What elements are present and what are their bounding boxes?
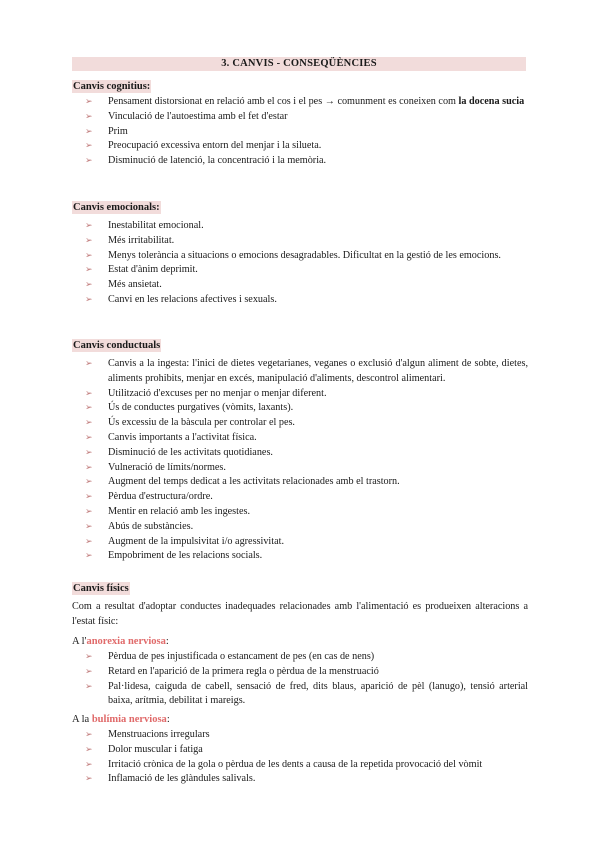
arrow-bullet-icon: ➢	[85, 418, 93, 429]
arrow-bullet-icon: ➢	[85, 447, 93, 458]
list-item: ➢ Inflamació de les glàndules salivals.	[72, 772, 528, 787]
arrow-bullet-icon: ➢	[85, 235, 93, 246]
list-emocionals	[72, 219, 528, 308]
list-item: ➢ Estat d'ànim deprimit.	[72, 263, 528, 278]
section-heading-emocionals: Canvis emocionals:	[73, 202, 160, 213]
list-item: ➢ Ús excessiu de la bàscula per controlar el pes.	[72, 416, 528, 431]
arrow-bullet-icon: ➢	[85, 111, 93, 122]
list-conductuals	[72, 357, 528, 564]
arrow-bullet-icon: ➢	[85, 652, 93, 662]
arrow-bullet-icon: ➢	[85, 730, 93, 740]
arrow-bullet-icon: ➢	[85, 744, 93, 755]
list-cognitius	[72, 95, 528, 169]
arrow-bullet-icon: ➢	[85, 265, 93, 276]
list-item: ➢ Irritació crònica de la gola o pèrdua de les dents a causa de la repetida provocació del vòmit	[72, 758, 528, 773]
list-item: ➢ Més ansietat.	[72, 278, 528, 293]
section-heading-conductuals: Canvis conductuals	[73, 340, 161, 351]
arrow-bullet-icon: ➢	[85, 681, 93, 692]
arrow-bullet-icon: ➢	[85, 403, 93, 414]
list-item: ➢ Canvi en les relacions afectives i sexuals.	[72, 293, 528, 308]
list-item: ➢ Pèrdua de pes injustificada o estancament de pes (en cas de nens)	[72, 650, 528, 665]
arrow-bullet-icon: ➢	[85, 388, 93, 399]
list-item: ➢ Menys tolerància a situacions o emocions desagradables. Dificultat en la gestió de les emocions.	[72, 249, 528, 264]
page-title: 3. CANVIS - CONSEQÜÈNCIES	[72, 57, 526, 71]
arrow-bullet-icon: ➢	[85, 462, 93, 473]
list-item: ➢ Canvis importants a l'activitat física.	[72, 431, 528, 446]
arrow-bullet-icon: ➢	[85, 280, 93, 291]
list-anorexia	[72, 650, 528, 709]
arrow-bullet-icon: ➢	[85, 221, 93, 231]
list-item: ➢ Empobriment de les relacions socials.	[72, 549, 528, 564]
list-item: ➢ Mentir en relació amb les ingestes.	[72, 505, 528, 520]
list-item: ➢ Disminució de les activitats quotidianes.	[72, 446, 528, 461]
arrow-bullet-icon: ➢	[85, 141, 93, 152]
bulimia-subheading: A la bulímia nerviosa:	[72, 714, 170, 725]
list-item: ➢ Inestabilitat emocional.	[72, 219, 528, 234]
list-item: ➢ Disminució de latenció, la concentració i la memòria.	[72, 154, 528, 169]
arrow-bullet-icon: ➢	[85, 294, 93, 305]
list-item: ➢ Preocupació excessiva entorn del menjar i la silueta.	[72, 139, 528, 154]
arrow-bullet-icon: ➢	[85, 551, 93, 562]
section-heading-cognitius: Canvis cognitius:	[73, 81, 151, 92]
list-item: ➢ Pal·lidesa, caiguda de cabell, sensació de fred, dits blaus, aparició de pèl (lanugo), tensió arterial baixa, arítmia, debilitat i mareigs.	[85, 680, 528, 707]
arrow-bullet-icon: ➢	[85, 774, 93, 785]
list-item: ➢ Pensament distorsionat en relació amb el cos i el pes → comunment es coneixen com la docena sucia	[72, 95, 528, 110]
list-item: ➢ Canvis a la ingesta: l'inici de dietes vegetarianes, veganes o exclusió d'algun aliment de sobte, dietes, aliments prohibits, menjar en excés, manipulació d'aliments, descontrol alimentari.	[85, 358, 528, 384]
fisics-intro: Com a resultat d'adoptar conductes inadequades relacionades amb l'alimentació es produeixen alteracions a l'estat físic:	[72, 601, 528, 627]
arrow-bullet-icon: ➢	[85, 521, 93, 532]
list-item: ➢ Utilització d'excuses per no menjar o menjar diferent.	[72, 387, 528, 402]
arrow-bullet-icon: ➢	[85, 759, 93, 770]
arrow-bullet-icon: ➢	[85, 156, 93, 167]
list-item: ➢ Pèrdua d'estructura/ordre.	[72, 490, 528, 505]
arrow-bullet-icon: ➢	[85, 97, 93, 107]
list-item: ➢ Prim	[72, 125, 528, 140]
list-item: ➢ Augment de la impulsivitat i/o agressivitat.	[72, 535, 528, 550]
list-item: ➢ Vinculació de l'autoestima amb el fet d'estar	[72, 110, 528, 125]
list-item: ➢ Més irritabilitat.	[72, 234, 528, 249]
list-item: ➢ Menstruacions irregulars	[72, 728, 528, 743]
list-item: ➢ Augment del temps dedicat a les activitats relacionades amb el trastorn.	[72, 475, 528, 490]
list-item: ➢ Vulneració de límits/normes.	[72, 461, 528, 476]
list-item: ➢ Abús de substàncies.	[72, 520, 528, 535]
arrow-bullet-icon: ➢	[85, 477, 93, 488]
arrow-bullet-icon: ➢	[85, 432, 93, 443]
list-item: ➢ Retard en l'aparició de la primera regla o pèrdua de la menstruació	[72, 665, 528, 680]
arrow-bullet-icon: ➢	[85, 126, 93, 137]
arrow-bullet-icon: ➢	[85, 666, 93, 677]
list-item: ➢ Dolor muscular i fatiga	[72, 743, 528, 758]
arrow-bullet-icon: ➢	[85, 506, 93, 517]
anorexia-subheading: A l'anorexia nerviosa:	[72, 636, 169, 647]
arrow-bullet-icon: ➢	[85, 359, 93, 369]
arrow-bullet-icon: ➢	[85, 536, 93, 547]
section-heading-fisics: Canvis físics	[73, 583, 129, 594]
arrow-bullet-icon: ➢	[85, 492, 93, 503]
arrow-bullet-icon: ➢	[85, 250, 93, 261]
list-item: ➢ Ús de conductes purgatives (vòmits, laxants).	[72, 401, 528, 416]
list-bulimia	[72, 728, 528, 787]
